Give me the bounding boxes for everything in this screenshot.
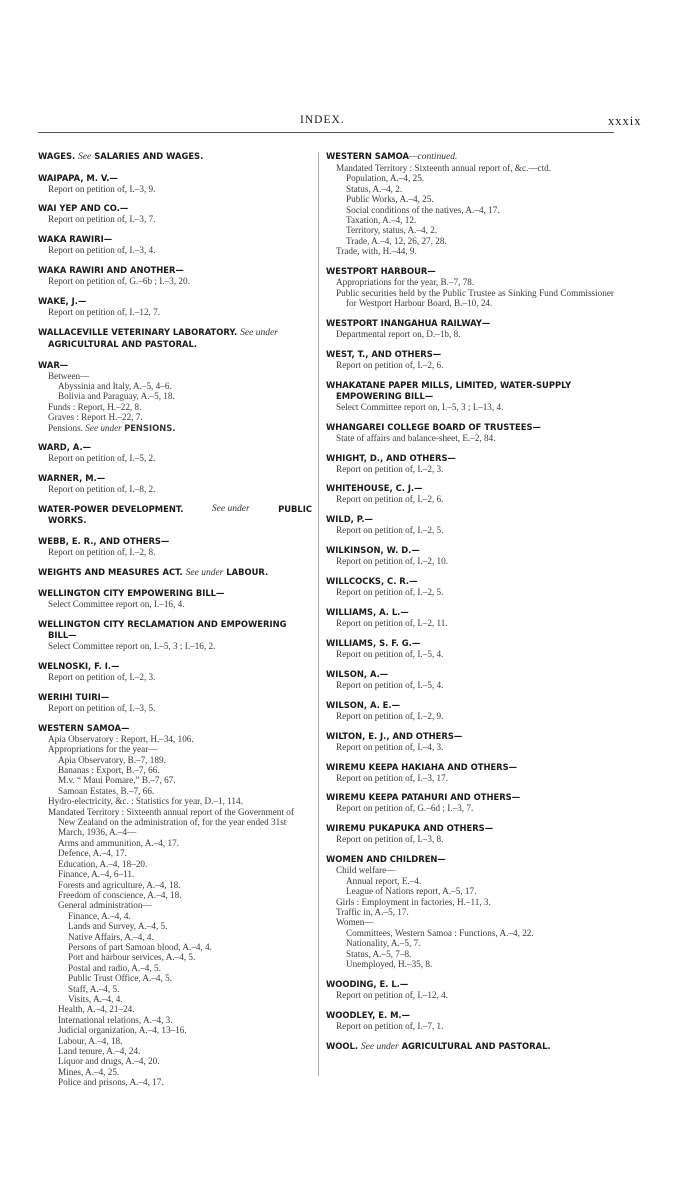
entry-subitem: Report on petition of, I.–5, 4.	[336, 679, 444, 690]
entry-heading: WAGES. See SALARIES AND WAGES.	[38, 151, 204, 162]
entry-subitem: Land tenure, A.–4, 24.	[58, 1046, 141, 1056]
entry-subitem: Visits, A.–4, 4.	[68, 993, 123, 1004]
entry-heading: WALLACEVILLE VETERINARY LABORATORY. See under AGRICULTURAL AND PASTORAL.	[38, 327, 278, 350]
entry-subitem: Appropriations for the year—	[48, 744, 158, 755]
index-entry	[38, 567, 312, 579]
entry-subitem: Report on petition of, I.–2, 6.	[336, 494, 444, 505]
entry-subitem: Appropriations for the year, B.–7, 78.	[336, 277, 475, 288]
women-subitems	[326, 865, 614, 969]
entry-subitem: Finance, A.–4, 6–11.	[58, 869, 135, 880]
entry-subitem: General administration—	[58, 900, 152, 911]
entry-subitem: Report on petition of, I.–2, 11.	[336, 618, 448, 629]
entry-heading: WEIGHTS AND MEASURES ACT. See under LABOUR.	[38, 566, 269, 578]
samoa-subitems	[38, 734, 312, 1088]
index-entry	[38, 723, 312, 1088]
entry-subitem: Finance, A.–4, 4.	[68, 910, 131, 921]
entry-heading: WIREMU PUKAPUKA AND OTHERS—	[326, 823, 494, 834]
entry-heading: WEBB, E. R., AND OTHERS—	[38, 535, 170, 546]
entry-heading: WILLIAMS, A. L.—	[326, 607, 409, 618]
index-entry	[326, 731, 614, 752]
index-entry	[326, 266, 614, 308]
entry-heading: WOOL. See under AGRICULTURAL AND PASTORAL.	[326, 1040, 551, 1052]
entry-subitem: State of affairs and balance-sheet, E.–2, 84.	[336, 432, 496, 443]
entry-heading: WHANGAREI COLLEGE BOARD OF TRUSTEES—	[326, 421, 541, 432]
index-entry	[326, 1010, 614, 1031]
entry-subitem: Mines, A.–4, 25.	[58, 1066, 120, 1077]
index-entry	[326, 453, 614, 474]
index-entry	[38, 473, 312, 494]
entry-subitem: Mandated Territory : Sixteenth annual report of the Government of New Zealand on the administration of, for the year ended 31st March, 1936, A.–4—	[48, 806, 294, 838]
entry-heading: WESTPORT HARBOUR—	[326, 266, 436, 277]
index-entry	[38, 265, 312, 286]
entry-heading: WILTON, E. J., AND OTHERS—	[326, 730, 463, 741]
entry-heading: WESTPORT INANGAHUA RAILWAY—	[326, 317, 491, 328]
entry-subitem: Report on petition of, I.–7, 1.	[336, 1020, 444, 1031]
entry-subitem: Liquor and drugs, A.–4, 20.	[58, 1056, 160, 1067]
entry-subitem: Report on petition of, I.–3, 4.	[48, 245, 156, 256]
entry-heading: WESTERN SAMOA—continued.	[326, 151, 458, 162]
entry-subitem: Freedom of conscience, A.–4, 18.	[58, 889, 182, 900]
entry-heading: WOODLEY, E. M.—	[326, 1009, 410, 1020]
entry-subitem: Report on petition of, I.–3, 17.	[336, 772, 449, 783]
entry-subitem: Report on petition of, I.–4, 3.	[336, 741, 444, 752]
entry-subitem: Territory, status, A.–4, 2.	[346, 225, 438, 236]
entry-subitem: Bananas : Export, B.–7, 66.	[58, 765, 160, 776]
entry-subitem: Select Committee report on, I.–5, 3 ; I.–13, 4.	[336, 401, 504, 412]
entry-subitem: Report on petition of, I.–2, 5.	[336, 525, 444, 536]
entry-subitem: Report on petition of, G.–6d ; I.–3, 7.	[336, 803, 474, 814]
entry-subitem: Population, A.–4, 25.	[346, 173, 425, 184]
entry-heading: WATER-POWER DEVELOPMENT. See under PUBLIC	[38, 504, 312, 515]
left-column	[38, 151, 312, 1097]
entry-subitem: Report on petition of, I.–2, 6.	[336, 359, 444, 370]
entry-subitem: Hydro-electricity, &c. : Statistics for year, D.–1, 114.	[48, 796, 243, 807]
entry-heading: WIREMU KEEPA PATAHURI AND OTHERS—	[326, 792, 521, 803]
entry-subitem: Select Committee report on, I.–5, 3 ; I.–16, 2.	[48, 641, 216, 652]
entry-subitem: Report on petition of, I.–5, 4.	[336, 648, 444, 659]
index-entry	[326, 514, 614, 535]
index-entry	[38, 536, 312, 557]
entry-subitem: Status, A.–4, 2.	[346, 183, 403, 194]
entry-subitem: Samoan Estates, B.–7, 66.	[58, 785, 155, 796]
entry-heading: WAKA RAWIRI AND ANOTHER—	[38, 265, 184, 276]
entry-subitem: Girls : Employment in factories, H.–11, 3.	[336, 896, 491, 907]
index-entry	[38, 360, 312, 433]
entry-subitem: Committees, Western Samoa : Functions, A.–4, 22.	[346, 927, 534, 938]
entry-subitem: Report on petition of, G.–6b ; I.–3, 20.	[48, 276, 190, 287]
entry-subitem: Trade, with, H.–44, 9.	[336, 246, 417, 257]
entry-heading: WILLCOCKS, C. R.—	[326, 576, 418, 587]
entry-subitem: International relations, A.–4, 3.	[58, 1014, 173, 1025]
entry-subitem: Status, A.–5, 7–8.	[346, 948, 412, 959]
entry-subitem: Bolivia and Paraguay, A.–5, 18.	[58, 391, 175, 402]
entry-subitem: Native Affairs, A.–4, 4.	[68, 931, 154, 942]
entry-heading: WAR—	[38, 359, 69, 370]
index-entry	[38, 327, 312, 350]
index-entry	[38, 151, 312, 163]
page-number: xxxix	[608, 114, 642, 128]
entry-subitem: Pensions. See under PENSIONS.	[48, 422, 176, 433]
entry-subitem: Nationality, A.–5, 7.	[346, 938, 421, 949]
entry-subitem: Report on petition of, I.–2, 10.	[336, 556, 449, 567]
entry-heading: WAI YEP AND CO.—	[38, 203, 129, 214]
page-title: INDEX.	[300, 114, 345, 126]
entry-subitem: Trade, A.–4, 12, 26, 27, 28.	[346, 235, 447, 246]
index-entry	[38, 203, 312, 224]
entry-heading-cont: WORKS.	[48, 515, 87, 526]
index-entry	[326, 762, 614, 783]
entry-heading: WERIHI TUIRI—	[38, 691, 110, 702]
entry-subitem: Report on petition of, I.–2, 9.	[336, 710, 444, 721]
entry-subitem: Select Committee report on, I.–16, 4.	[48, 599, 185, 610]
index-entry	[326, 700, 614, 721]
entry-heading: WELLINGTON CITY RECLAMATION AND EMPOWERING	[38, 619, 287, 630]
entry-heading: WIREMU KEEPA HAKIAHA AND OTHERS—	[326, 761, 518, 772]
index-entry	[326, 854, 614, 969]
entry-heading-cont: BILL—	[48, 630, 77, 641]
entry-subitem: Apia Observatory : Report, H.–34, 106.	[48, 733, 194, 744]
index-entry	[326, 669, 614, 690]
entry-subitem: Health, A.–4, 21–24.	[58, 1004, 135, 1015]
entry-subitem: Arms and ammunition, A.–4, 17.	[58, 837, 179, 848]
entry-subitem: Labour, A.–4, 18.	[58, 1035, 123, 1046]
entry-subitem: Forests and agriculture, A.–4, 18.	[58, 879, 181, 890]
index-entry	[326, 422, 614, 443]
entry-heading: WILLIAMS, S. F. G.—	[326, 637, 421, 648]
entry-subitem: Report on petition of, I.–2, 3.	[48, 672, 156, 682]
entry-subitem: Staff, A.–4, 5.	[68, 983, 120, 994]
index-entry	[326, 380, 614, 412]
entry-heading-cont: EMPOWERING BILL—	[336, 390, 434, 401]
index-entry	[38, 661, 312, 682]
entry-subitem: Port and harbour services, A.–4, 5.	[68, 952, 196, 963]
entry-heading: WAKE, J.—	[38, 296, 87, 307]
entry-heading: WHITEHOUSE, C. J.—	[326, 483, 423, 494]
entry-subitem: Report on petition of, I.–5, 2.	[48, 453, 156, 464]
entry-subitem: Mandated Territory : Sixteenth annual report of, &c.—ctd.	[336, 163, 552, 173]
entry-subitem: Report on petition of, I.–3, 8.	[336, 834, 444, 845]
entry-subitem: Funds : Report, H.–22, 8.	[48, 401, 142, 412]
right-column	[326, 151, 614, 1062]
index-entry	[326, 607, 614, 628]
entry-subitem: Women—	[336, 917, 374, 928]
entry-subitem: Lands and Survey, A.–4, 5.	[68, 921, 168, 932]
index-entry	[38, 442, 312, 463]
entry-subitem: Traffic in, A.–5, 17.	[336, 906, 409, 917]
entry-subitem: Graves : Report H.–22, 7.	[48, 412, 143, 423]
entry-subitem: Taxation, A.–4, 12.	[346, 215, 417, 226]
index-entry	[326, 576, 614, 597]
entry-subitem: Report on petition of, I.–8, 2.	[48, 484, 156, 495]
entry-heading: WHIGHT, D., AND OTHERS—	[326, 452, 456, 463]
index-entry	[38, 173, 312, 194]
entry-subitem: Report on petition of, I.–12, 4.	[336, 989, 449, 1000]
header-rule	[38, 132, 614, 133]
entry-subitem: Persons of part Samoan blood, A.–4, 4.	[68, 941, 212, 952]
entry-subitem: Postal and radio, A.–4, 5.	[68, 962, 161, 973]
entry-subitem: Between—	[48, 370, 90, 381]
index-entry	[326, 318, 614, 339]
index-entry	[326, 151, 614, 257]
entry-heading: WARNER, M.—	[38, 473, 106, 484]
index-entry	[38, 234, 312, 255]
index-entry	[326, 638, 614, 659]
index-entry	[326, 823, 614, 844]
entry-subitem: Unemployed, H.–35, 8.	[346, 958, 433, 969]
index-entry	[38, 692, 312, 713]
entry-subitem: Public Trust Office, A.–4, 5.	[68, 973, 172, 984]
entry-heading: WELNOSKI, F. I.—	[38, 661, 120, 671]
index-entry	[326, 792, 614, 813]
entry-subitem: Child welfare—	[336, 865, 396, 876]
page-header	[0, 114, 700, 130]
entry-subitem: Report on petition of, I.–2, 8.	[48, 546, 156, 557]
entry-subitem: Abyssinia and Italy, A.–5, 4–6.	[58, 380, 172, 391]
index-entry	[326, 483, 614, 504]
entry-subitem: Report on petition of, I.–3, 7.	[48, 214, 156, 225]
entry-subitem: Judicial organization, A.–4, 13–16.	[58, 1025, 187, 1036]
entry-subitem: Public Works, A.–4, 25.	[346, 194, 434, 205]
entry-subitem: Public securities held by the Public Trustee as Sinking Fund Commissioner for Westport Harbour Board, B.–10, 24.	[336, 287, 614, 308]
index-entry	[326, 545, 614, 566]
entry-heading: WHAKATANE PAPER MILLS, LIMITED, WATER-SUPPLY	[326, 379, 572, 390]
entry-subitem: Report on petition of, I.–2, 3.	[336, 463, 444, 474]
entry-subitem: Education, A.–4, 18–20.	[58, 858, 148, 869]
entry-heading: WILSON, A. E.—	[326, 699, 400, 710]
entry-heading: WARD, A.—	[38, 442, 92, 453]
entry-subitem: Report on petition of, I.–2, 5.	[336, 587, 444, 598]
samoa-cont-subitems	[326, 163, 614, 257]
entry-heading: WESTERN SAMOA—	[38, 722, 130, 733]
entry-subitem: Social conditions of the natives, A.–4, 17.	[346, 204, 500, 215]
index-entry	[326, 349, 614, 370]
entry-heading: WOODING, E. L.—	[326, 978, 409, 989]
entry-heading: WAIPAPA, M. V.—	[38, 172, 118, 183]
entry-heading: WOMEN AND CHILDREN—	[326, 854, 446, 865]
index-entry	[326, 979, 614, 1000]
entry-subitem: Report on petition of, I.–3, 5.	[48, 702, 156, 713]
entry-subitem: Report on petition of, I.–3, 9.	[48, 183, 156, 194]
index-entry	[38, 588, 312, 609]
entry-subitem: League of Nations report, A.–5, 17.	[346, 886, 477, 897]
entry-subitem: Departmental report on, D.–1b, 8.	[336, 328, 461, 339]
entry-subitem: M.v. “ Maui Pomare,” B.–7, 67.	[58, 775, 176, 786]
entry-subitem: Apia Observatory, B.–7, 189.	[58, 754, 166, 765]
entry-heading: WAKA RAWIRI—	[38, 234, 113, 245]
entry-heading: WILSON, A.—	[326, 668, 389, 679]
entry-subitem: Defence, A.–4, 17.	[58, 848, 127, 859]
entry-subitem: Annual report, E.–4.	[346, 875, 422, 886]
index-entry	[38, 504, 312, 526]
entry-heading: WILD, P.—	[326, 514, 373, 525]
index-entry	[38, 296, 312, 317]
entry-subitem: Report on petition of, I.–12, 7.	[48, 307, 161, 318]
entry-subitem: Police and prisons, A.–4, 17.	[58, 1077, 164, 1088]
entry-heading: WILKINSON, W. D.—	[326, 545, 420, 556]
index-entry	[326, 1041, 614, 1053]
entry-heading: WELLINGTON CITY EMPOWERING BILL—	[38, 588, 225, 599]
entry-heading: WEST, T., AND OTHERS—	[326, 348, 442, 359]
index-entry	[38, 619, 312, 651]
